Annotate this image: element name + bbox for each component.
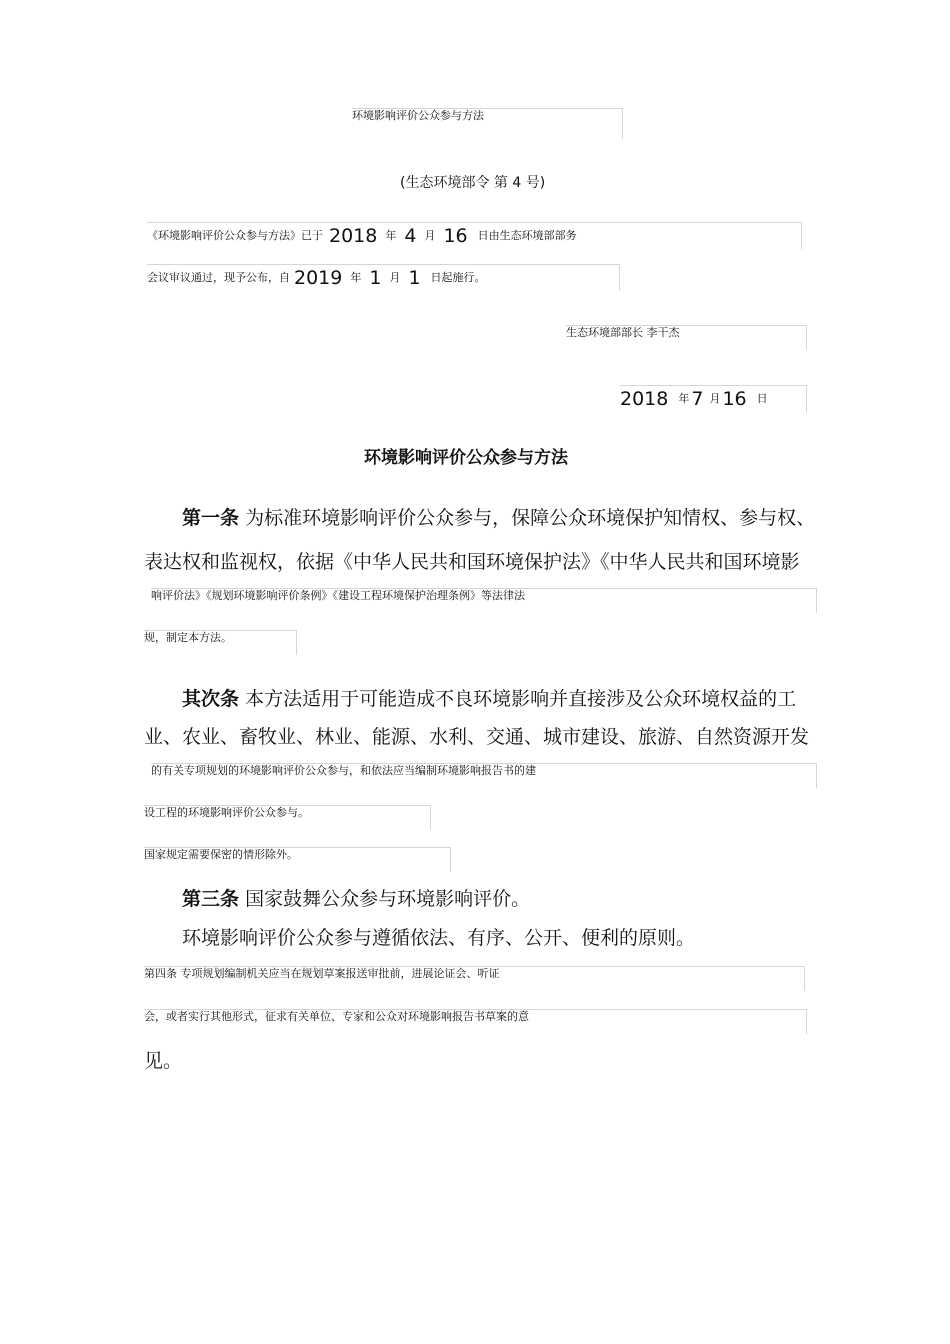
header-title-box — [352, 108, 623, 139]
signatory-box — [566, 325, 807, 350]
adopt-year: 2018 — [329, 225, 378, 247]
sign-year: 2018 — [620, 388, 669, 410]
promulgation-prefix: 《环境影响评价公众参与方法》已于 — [147, 229, 323, 242]
article2-label: 其次条 — [182, 688, 240, 710]
article1-line-4: 规，制定本方法。 — [144, 631, 232, 644]
article4-line-2: 会，或者实行其他形式，征求有关单位、专家和公众对环境影响报告书草案的意 — [144, 1010, 529, 1023]
article1-label: 第一条 — [182, 507, 240, 529]
article2-line-1 — [182, 686, 796, 712]
promulgation-line2-prefix: 会议审议通过，现予公布，自 — [147, 271, 290, 284]
month-char-2: 月 — [389, 271, 401, 284]
article1-line-2: 表达权和监视权，依据《中华人民共和国环境保护法》《中华人民共和国环境影 — [144, 551, 800, 573]
article2-line-4: 设工程的环境影响评价公众参与。 — [144, 806, 309, 819]
article4-line-3: 见。 — [144, 1050, 183, 1072]
article2-line-2: 业、农业、畜牧业、林业、能源、水利、交通、城市建设、旅游、自然资源开发 — [144, 726, 810, 748]
article4-line-2-box — [144, 1009, 807, 1034]
sign-date — [620, 385, 807, 412]
article4-line-1-box — [144, 966, 805, 991]
article3-text-1: 国家鼓舞公众参与环境影响评价。 — [245, 888, 531, 910]
promulgation-line-1 — [147, 222, 802, 249]
header-title: 环境影响评价公众参与方法 — [352, 109, 484, 122]
promulgation-line2-suffix: 日起施行。 — [430, 271, 486, 284]
promulgation-suffix: 日由生态环境部部务 — [477, 229, 577, 242]
article3-label: 第三条 — [182, 888, 240, 910]
article2-line-4-box — [144, 805, 431, 830]
article2-text-1: 本方法适用于可能造成不良环境影响并直接涉及公众环境权益的工 — [245, 688, 797, 710]
year-char: 年 — [385, 229, 397, 242]
sign-month: 7 — [691, 388, 704, 410]
article2-line-5: 国家规定需要保密的情形除外。 — [144, 848, 298, 861]
main-title: 环境影响评价公众参与方法 — [364, 448, 568, 468]
article4-line-1: 第四条 专项规划编制机关应当在规划草案报送审批前，进展论证会、听证 — [144, 967, 500, 980]
effect-month: 1 — [369, 267, 382, 289]
article1-text-1: 为标准环境影响评价公众参与，保障公众环境保护知情权、参与权、 — [245, 507, 816, 529]
adopt-day: 16 — [443, 225, 468, 247]
article3-line-2: 环境影响评价公众参与遵循依法、有序、公开、便利的原则。 — [182, 927, 696, 949]
sign-month-char: 月 — [709, 392, 721, 405]
adopt-month: 4 — [404, 225, 417, 247]
decree-number: (生态环境部令 第 4 号) — [400, 175, 546, 191]
article2-line-5-box — [144, 847, 451, 872]
sign-day: 16 — [722, 388, 747, 410]
year-char-2: 年 — [350, 271, 362, 284]
sign-day-char: 日 — [756, 392, 768, 405]
effect-year: 2019 — [294, 267, 343, 289]
article2-line-3-box — [151, 763, 817, 788]
article1-line-3: 响评价法》《规划环境影响评价条例》《建设工程环境保护治理条例》等法律法 — [151, 589, 525, 602]
article2-line-3: 的有关专项规划的环境影响评价公众参与，和依法应当编制环境影响报告书的建 — [151, 764, 536, 777]
effect-day: 1 — [408, 267, 421, 289]
article1-line-1 — [182, 505, 815, 531]
month-char: 月 — [424, 229, 436, 242]
sign-year-char: 年 — [678, 392, 690, 405]
article3-line-1 — [182, 886, 530, 912]
article1-line-4-box — [144, 630, 297, 655]
article1-line-3-box — [151, 588, 817, 613]
promulgation-line-2 — [147, 264, 620, 291]
signatory: 生态环境部部长 李干杰 — [566, 326, 680, 339]
